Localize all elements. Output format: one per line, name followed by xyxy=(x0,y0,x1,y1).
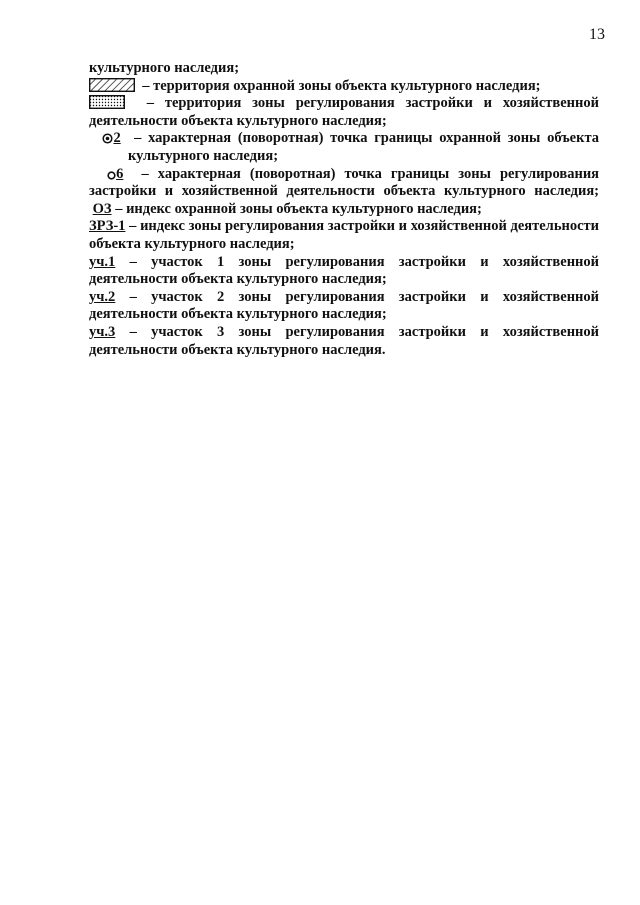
section-label-2: уч.2 xyxy=(89,288,116,305)
line-15: деятельности объекта культурного наследия; xyxy=(89,306,387,323)
hatched-zone-icon xyxy=(89,78,135,92)
line-12 xyxy=(89,254,599,272)
line-2 xyxy=(89,78,599,96)
section-label-3: уч.3 xyxy=(89,323,116,340)
point-label-2: 2 xyxy=(113,130,121,147)
line-12-text: – участок 1 зоны регулирования застройки и хозяйственной xyxy=(129,253,600,270)
line-6: культурного наследия; xyxy=(128,147,279,164)
point-label-6: 6 xyxy=(116,165,124,182)
line-2-text: – территория охранной зоны объекта культурного наследия; xyxy=(142,77,541,94)
line-10 xyxy=(89,218,599,236)
line-8: застройки и хозяйственной деятельности объекта культурного наследия; xyxy=(89,183,599,200)
line-7-text: – характерная (поворотная) точка границы зоны регулирования xyxy=(141,165,600,182)
protected-zone-point-icon xyxy=(102,133,113,144)
line-9-text: – индекс охранной зоны объекта культурного наследия; xyxy=(115,200,482,217)
line-1: культурного наследия; xyxy=(89,60,240,76)
legend-text xyxy=(89,60,599,359)
section-label-1: уч.1 xyxy=(89,253,116,270)
line-5-text: – характерная (поворотная) точка границы охранной зоны объекта xyxy=(134,130,600,147)
line-16-text: – участок 3 зоны регулирования застройки и хозяйственной xyxy=(129,323,600,340)
line-11: объекта культурного наследия; xyxy=(89,235,295,252)
line-7 xyxy=(89,166,599,184)
dotted-zone-icon xyxy=(89,95,125,109)
regulation-zone-point-icon xyxy=(107,171,116,180)
line-14-text: – участок 2 зоны регулирования застройки и хозяйственной xyxy=(129,288,600,305)
line-14 xyxy=(89,289,599,307)
line-10-text: – индекс зоны регулирования застройки и хозяйственной деятельности xyxy=(129,218,600,235)
line-17: деятельности объекта культурного наследия. xyxy=(89,341,386,358)
line-13: деятельности объекта культурного наследия; xyxy=(89,271,387,288)
line-3 xyxy=(89,95,599,113)
line-3-text: – территория зоны регулирования застройки и хозяйственной xyxy=(146,95,599,112)
line-4: деятельности объекта культурного наследия; xyxy=(89,112,387,129)
line-16 xyxy=(89,324,599,342)
line-9 xyxy=(89,201,599,219)
line-5 xyxy=(89,130,599,148)
index-oz: ОЗ xyxy=(92,200,112,217)
page-number: 13 xyxy=(589,26,605,43)
index-zrz-1: ЗРЗ-1 xyxy=(89,218,126,235)
